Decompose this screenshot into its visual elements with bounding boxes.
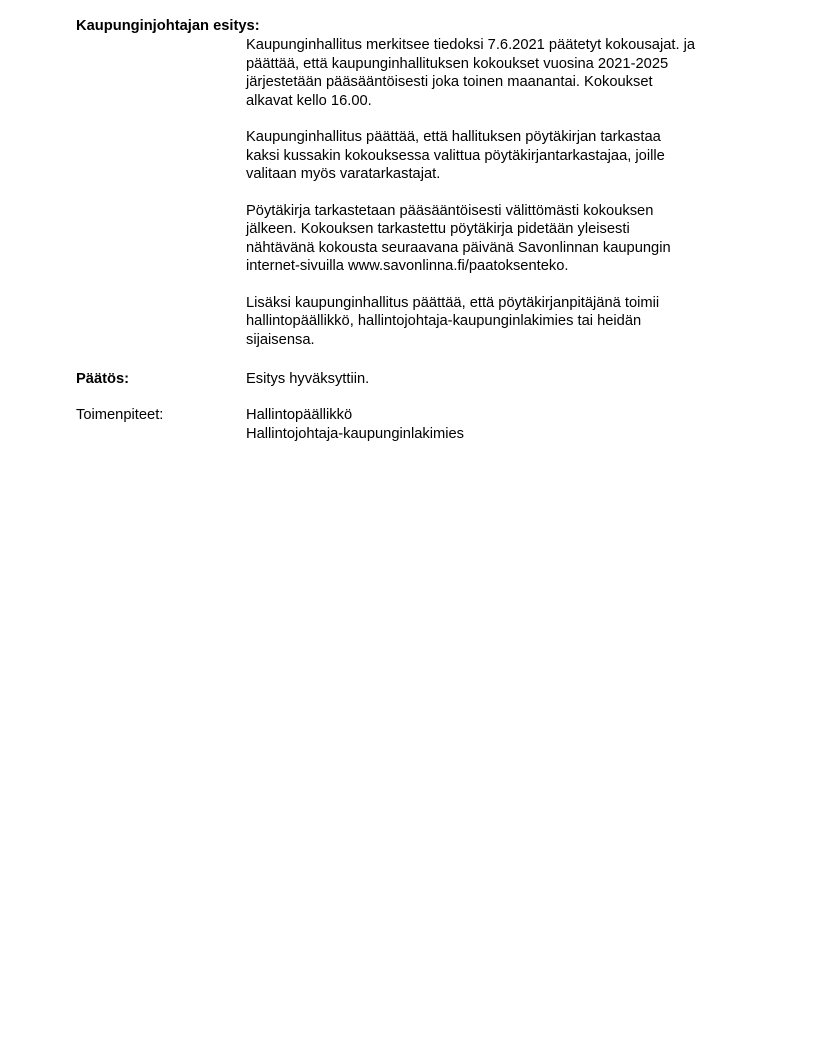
- text-line: alkavat kello 16.00.: [246, 92, 372, 109]
- text-line: valitaan myös varatarkastajat.: [246, 166, 441, 182]
- proposal-paragraph: [246, 36, 766, 110]
- text-line: sijaisensa.: [246, 331, 315, 348]
- decision-value: Esitys hyväksyttiin.: [246, 371, 370, 387]
- text-line: internet-sivuilla www.savonlinna.fi/paatoksenteko.: [246, 258, 569, 274]
- actions-label: Toimenpiteet:: [76, 407, 164, 423]
- text-line: Pöytäkirja tarkastetaan pääsääntöisesti välittömästi kokouksen: [246, 202, 654, 219]
- text-line: hallintopäällikkö, hallintojohtaja-kaupunginlakimies tai heidän: [246, 313, 642, 329]
- text-line: Lisäksi kaupunginhallitus päättää, että pöytäkirjanpitäjänä toimii: [246, 294, 660, 311]
- text-line: jälkeen. Kokouksen tarkastettu pöytäkirja pidetään yleisesti: [246, 221, 630, 237]
- text-line: nähtävänä kokousta seuraavana päivänä Savonlinnan kaupungin: [246, 239, 671, 256]
- decision-label: Päätös:: [76, 371, 130, 387]
- section-heading: Kaupunginjohtajan esitys:: [76, 18, 260, 34]
- text-line: Kaupunginhallitus päättää, että hallituksen pöytäkirjan tarkastaa: [246, 129, 661, 145]
- proposal-paragraph: [246, 294, 766, 350]
- proposal-text: [246, 36, 766, 367]
- actions-item: Hallintopäällikkö: [246, 407, 353, 423]
- actions-item: Hallintojohtaja-kaupunginlakimies: [246, 426, 464, 442]
- text-line: järjestetään pääsääntöisesti joka toinen maanantai. Kokoukset: [246, 74, 653, 90]
- proposal-paragraph: [246, 202, 766, 276]
- actions-list: [246, 406, 464, 444]
- text-line: päättää, että kaupunginhallituksen kokoukset vuosina 2021-2025: [246, 55, 669, 72]
- text-line: Kaupunginhallitus merkitsee tiedoksi 7.6.2021 päätetyt kokousajat. ja: [246, 37, 696, 53]
- text-line: kaksi kussakin kokouksessa valittua pöytäkirjantarkastajaa, joille: [246, 147, 665, 164]
- proposal-paragraph: [246, 128, 766, 184]
